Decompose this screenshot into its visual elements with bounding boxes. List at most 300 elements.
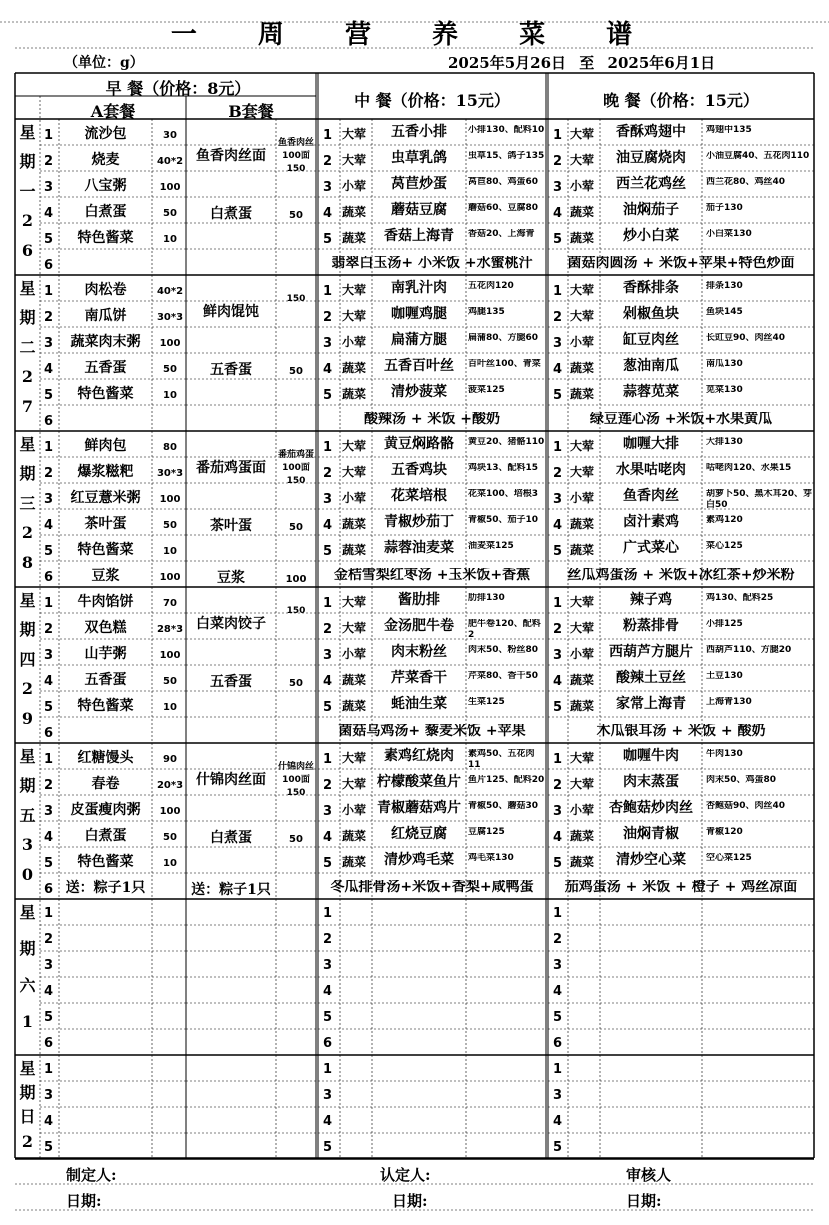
lunch-dish-type: 大荤 — [342, 751, 367, 765]
page-title: 一 周 营 养 菜 谱 — [170, 20, 659, 50]
day-label-char: 0 — [21, 864, 34, 884]
lunch-dish: 五香小排 — [391, 124, 447, 140]
dinner-dish-qty: 菜心125 — [706, 541, 743, 551]
dinner-dish-qty: 小排125 — [706, 619, 743, 629]
lunch-dish-qty: 虫草15、鸽子135 — [468, 151, 545, 161]
lunch-dish-type: 大荤 — [342, 621, 367, 635]
lunch-dish-type: 蔬菜 — [342, 387, 367, 401]
row-number: 4 — [44, 362, 54, 377]
row-number: 2 — [553, 622, 563, 637]
lunch-dish-type: 大荤 — [342, 439, 367, 453]
breakfast-a-item: 牛肉馅饼 — [77, 594, 134, 610]
day-label-char: 三 — [19, 493, 36, 513]
day-label — [15, 437, 40, 584]
day-label-char: 7 — [21, 396, 34, 416]
lunch-dish: 蒜蓉油麦菜 — [384, 540, 454, 556]
row-number: 3 — [553, 1088, 563, 1103]
row-number: 2 — [44, 466, 54, 481]
lunch-dish-qty: 鱼片125、配料20 — [468, 775, 545, 785]
lunch-dish: 五香百叶丝 — [384, 358, 454, 374]
breakfast-a-qty: 28*3 — [156, 625, 184, 635]
dinner-soup-staple: 木瓜银耳汤 + 米饭 + 酸奶 — [596, 724, 766, 738]
day-label-char: 星 — [19, 747, 36, 766]
day-label-char: 四 — [19, 649, 36, 669]
breakfast-b-extra-qty: 100 — [285, 575, 307, 585]
lunch-dish-qty: 油麦菜125 — [468, 541, 514, 551]
row-number: 4 — [323, 362, 333, 377]
dinner-dish-qty: 肉末50、鸡蛋80 — [706, 775, 777, 785]
row-number: 3 — [44, 648, 54, 663]
breakfast-a-item: 爆浆糍粑 — [77, 464, 134, 480]
breakfast-a-qty: 100 — [159, 495, 181, 505]
row-number: 1 — [323, 1062, 333, 1077]
lunch-soup-staple: 翡翠白玉汤+ 小米饭 +水蜜桃汁 — [331, 256, 533, 270]
dinner-dish: 西兰花鸡丝 — [616, 176, 686, 192]
lunch-dish-qty: 青椒50、蘑菇30 — [468, 801, 539, 811]
row-number: 1 — [323, 906, 333, 921]
day-label-char: 期 — [19, 620, 36, 640]
dinner-dish: 剁椒鱼块 — [623, 306, 679, 322]
row-number: 5 — [553, 232, 563, 247]
row-number: 6 — [323, 1036, 333, 1051]
day-label-char: 1 — [21, 1011, 34, 1031]
lunch-dish: 黄豆焖路骼 — [384, 436, 454, 452]
dinner-dish-type: 大荤 — [570, 751, 595, 765]
row-number: 5 — [553, 388, 563, 403]
row-number: 3 — [44, 336, 54, 351]
lunch-dish-type: 大荤 — [342, 127, 367, 141]
day-label — [15, 125, 40, 272]
dinner-dish-type: 蔬菜 — [570, 543, 595, 557]
row-number: 4 — [553, 206, 563, 221]
breakfast-a-item: 五香蛋 — [84, 360, 127, 376]
row-number: 2 — [323, 154, 333, 169]
breakfast-a-qty: 90 — [163, 755, 177, 765]
day-label-char: 2 — [21, 1131, 34, 1151]
row-number: 3 — [323, 492, 333, 507]
row-number: 2 — [553, 778, 563, 793]
dinner-dish-type: 大荤 — [570, 153, 595, 167]
dinner-dish: 油豆腐烧肉 — [616, 150, 686, 166]
breakfast-a-qty: 10 — [163, 859, 177, 869]
dinner-dish-qty: 杏鲍菇90、肉丝40 — [706, 801, 786, 811]
row-number: 1 — [553, 440, 563, 455]
row-number: 4 — [553, 1114, 563, 1129]
breakfast-a-qty: 100 — [159, 339, 181, 349]
breakfast-a-item: 特色酱菜 — [77, 542, 134, 558]
day-label-char: 六 — [19, 975, 36, 995]
row-number: 2 — [323, 622, 333, 637]
breakfast-b-egg-qty: 50 — [289, 679, 303, 689]
day-label — [15, 593, 40, 740]
dinner-dish-type: 小荤 — [570, 647, 595, 661]
dinner-dish-qty: 鸡翅中135 — [706, 125, 752, 135]
row-number: 1 — [553, 906, 563, 921]
lunch-soup-staple: 酸辣汤 + 米饭 +酸奶 — [363, 412, 501, 426]
lunch-dish-qty: 肉末50、粉丝80 — [468, 645, 539, 655]
dinner-dish: 香酥鸡翅中 — [616, 124, 686, 140]
row-number: 2 — [44, 310, 54, 325]
row-number: 3 — [44, 1088, 54, 1103]
breakfast-a-item: 烧麦 — [91, 152, 120, 168]
row-number: 2 — [44, 622, 54, 637]
row-number: 3 — [44, 492, 54, 507]
lunch-dish: 清炒菠菜 — [391, 384, 447, 400]
dinner-dish-qty: 西兰花80、鸡丝40 — [706, 177, 786, 187]
lunch-dish-qty: 鸡块13、配料15 — [468, 463, 539, 473]
breakfast-a-item: 皮蛋瘦肉粥 — [70, 802, 141, 818]
dinner-dish: 杏鲍菇炒肉丝 — [609, 800, 693, 816]
date-separator: 至 — [579, 54, 595, 72]
row-number: 5 — [323, 856, 333, 871]
dinner-dish: 酸辣土豆丝 — [616, 670, 686, 686]
lunch-dish: 红烧豆腐 — [391, 826, 447, 842]
row-number: 2 — [44, 932, 54, 947]
row-number: 1 — [553, 284, 563, 299]
breakfast-a-item: 春卷 — [91, 776, 120, 792]
unit-label: （单位：g） — [64, 55, 144, 71]
day-label — [15, 1061, 40, 1158]
lunch-dish-qty: 五花肉120 — [468, 281, 514, 291]
dinner-dish-type: 大荤 — [570, 621, 595, 635]
reviewer-date-label: 日期: — [626, 1192, 662, 1210]
row-number: 1 — [323, 596, 333, 611]
breakfast-b-main-qty: 150 — [286, 294, 306, 304]
lunch-dish: 咖喱鸡腿 — [391, 306, 447, 322]
dinner-dish-qty: 牛肉130 — [706, 749, 743, 759]
lunch-dish-type: 蔬菜 — [342, 517, 367, 531]
dinner-dish: 油焖青椒 — [623, 826, 679, 842]
breakfast-a-item: 茶叶蛋 — [84, 516, 127, 532]
lunch-dish-qty: 鸡毛菜130 — [468, 853, 514, 863]
row-number: 4 — [553, 984, 563, 999]
lunch-dish-qty: 肋排130 — [468, 593, 505, 603]
breakfast-a-item: 特色酱菜 — [77, 698, 134, 714]
day-label-char: 期 — [19, 308, 36, 328]
lunch-dish: 南乳汁肉 — [391, 280, 447, 296]
lunch-dish-type: 小荤 — [342, 803, 367, 817]
lunch-dish-qty: 莴苣80、鸡蛋60 — [468, 177, 539, 187]
dinner-dish-type: 小荤 — [570, 491, 595, 505]
breakfast-b-main: 鲜肉馄饨 — [203, 304, 259, 320]
lunch-dish-type: 小荤 — [342, 335, 367, 349]
day-label-char: 期 — [19, 939, 36, 959]
breakfast-a-qty: 40*2 — [156, 287, 184, 297]
lunch-dish-qty: 小排130、配料10 — [468, 125, 545, 135]
row-number: 4 — [553, 362, 563, 377]
dinner-dish-qty: 西葫芦110、方腿20 — [706, 645, 792, 655]
row-number: 5 — [44, 1010, 54, 1025]
day-label-char: 2 — [21, 211, 34, 231]
lunch-dish-type: 小荤 — [342, 491, 367, 505]
dinner-dish-type: 蔬菜 — [570, 387, 595, 401]
row-number: 4 — [553, 518, 563, 533]
dinner-dish: 鱼香肉丝 — [623, 488, 679, 504]
dinner-dish: 粉蒸排骨 — [623, 618, 679, 634]
lunch-dish-qty: 香菇20、上海青 — [468, 229, 535, 239]
dinner-dish: 咖喱牛肉 — [623, 748, 679, 764]
row-number: 2 — [553, 932, 563, 947]
row-number: 5 — [44, 388, 54, 403]
breakfast-b-main: 番茄鸡蛋面 — [196, 460, 266, 476]
dinner-dish: 辣子鸡 — [630, 592, 672, 608]
breakfast-a-item: 豆浆 — [91, 568, 120, 584]
row-number: 6 — [44, 258, 54, 273]
day-label — [15, 905, 40, 1050]
row-number: 2 — [323, 466, 333, 481]
row-number: 3 — [44, 804, 54, 819]
row-number: 1 — [323, 752, 333, 767]
dinner-dish-qty: 排条130 — [706, 281, 743, 291]
lunch-dish: 清炒鸡毛菜 — [384, 852, 454, 868]
row-number: 1 — [323, 440, 333, 455]
row-number: 1 — [44, 906, 54, 921]
row-number: 4 — [323, 1114, 333, 1129]
dinner-dish: 清炒空心菜 — [616, 852, 686, 868]
breakfast-a-qty: 10 — [163, 547, 177, 557]
row-number: 6 — [44, 1036, 54, 1051]
row-number: 1 — [44, 128, 54, 143]
breakfast-b-extra: 送：粽子1只 — [191, 882, 271, 898]
row-number: 1 — [44, 284, 54, 299]
lunch-dish: 扁蒲方腿 — [391, 332, 447, 348]
day-label-char: 星 — [19, 435, 36, 454]
breakfast-b-main: 白菜肉饺子 — [196, 616, 266, 632]
lunch-dish: 青椒蘑菇鸡片 — [377, 800, 461, 816]
day-label-char: 星 — [19, 123, 36, 142]
row-number: 5 — [553, 856, 563, 871]
breakfast-a-qty: 50 — [163, 365, 177, 375]
dinner-dish-type: 小荤 — [570, 803, 595, 817]
row-number: 5 — [553, 1010, 563, 1025]
row-number: 1 — [553, 128, 563, 143]
dinner-dish-qty: 茄子130 — [706, 203, 743, 213]
dinner-dish: 缸豆肉丝 — [623, 332, 679, 348]
row-number: 5 — [44, 856, 54, 871]
row-number: 5 — [553, 544, 563, 559]
breakfast-a-item: 山芋粥 — [84, 646, 127, 662]
breakfast-a-item: 送：粽子1只 — [65, 880, 146, 896]
row-number: 1 — [44, 752, 54, 767]
row-number: 3 — [323, 648, 333, 663]
lunch-dish-qty: 扁蒲80、方腿60 — [468, 333, 539, 343]
lunch-dish-qty: 肥牛卷120、配料2 — [468, 619, 541, 640]
lunch-dish: 芹菜香干 — [391, 670, 447, 686]
row-number: 5 — [44, 544, 54, 559]
lunch-dish-type: 蔬菜 — [342, 829, 367, 843]
dinner-soup-staple: 茄鸡蛋汤 + 米饭 + 橙子 + 鸡丝凉面 — [564, 880, 798, 894]
approver-date-label: 日期: — [392, 1192, 428, 1210]
breakfast-a-qty: 50 — [163, 833, 177, 843]
breakfast-b-egg-qty: 50 — [289, 835, 303, 845]
row-number: 1 — [323, 128, 333, 143]
dinner-dish-qty: 土豆130 — [706, 671, 743, 681]
dinner-dish: 肉末蒸蛋 — [623, 774, 679, 790]
lunch-soup-staple: 冬瓜排骨汤+米饭+香梨+咸鸭蛋 — [330, 880, 534, 894]
set-a-header: A套餐 — [90, 102, 136, 121]
breakfast-b-main-qty: 什锦肉丝100面150 — [278, 762, 314, 798]
breakfast-a-qty: 30*3 — [156, 469, 184, 479]
dinner-dish: 广式菜心 — [623, 540, 679, 556]
dinner-dish-qty: 小白菜130 — [706, 229, 752, 239]
row-number: 1 — [44, 440, 54, 455]
row-number: 4 — [323, 830, 333, 845]
row-number: 4 — [553, 674, 563, 689]
row-number: 5 — [323, 232, 333, 247]
dinner-header: 晚 餐（价格：15元） — [603, 91, 759, 110]
breakfast-b-extra: 豆浆 — [217, 570, 245, 586]
day-label-char: 2 — [21, 367, 34, 387]
lunch-dish: 五香鸡块 — [391, 462, 447, 478]
row-number: 3 — [323, 1088, 333, 1103]
row-number: 3 — [323, 958, 333, 973]
row-number: 3 — [323, 804, 333, 819]
dinner-dish-qty: 上海青130 — [706, 697, 752, 707]
breakfast-a-item: 双色糕 — [84, 620, 127, 636]
dinner-dish: 香酥排条 — [623, 280, 679, 296]
row-number: 3 — [323, 180, 333, 195]
row-number: 3 — [323, 336, 333, 351]
lunch-dish-type: 蔬菜 — [342, 855, 367, 869]
lunch-dish-qty: 豆腐125 — [468, 827, 505, 837]
dinner-dish-type: 蔬菜 — [570, 699, 595, 713]
lunch-dish: 花菜培根 — [391, 488, 447, 504]
lunch-dish-qty: 花菜100、培根3 — [468, 489, 539, 499]
dinner-dish-type: 蔬菜 — [570, 205, 595, 219]
lunch-dish-qty: 黄豆20、猪骼110 — [468, 437, 545, 447]
dinner-soup-staple: 丝瓜鸡蛋汤 + 米饭+冰红茶+炒米粉 — [567, 568, 795, 582]
dinner-dish-type: 大荤 — [570, 439, 595, 453]
row-number: 1 — [553, 596, 563, 611]
row-number: 3 — [553, 804, 563, 819]
lunch-dish-type: 大荤 — [342, 465, 367, 479]
lunch-dish-qty: 青椒50、茄子10 — [468, 515, 539, 525]
breakfast-a-qty: 100 — [159, 651, 181, 661]
breakfast-a-item: 肉松卷 — [84, 282, 127, 298]
row-number: 6 — [44, 726, 54, 741]
day-label-char: 期 — [19, 1083, 36, 1103]
day-label-char: 二 — [19, 337, 36, 357]
row-number: 5 — [323, 1140, 333, 1155]
breakfast-b-main-qty: 150 — [286, 606, 306, 616]
breakfast-a-item: 五香蛋 — [84, 672, 127, 688]
breakfast-a-qty: 50 — [163, 677, 177, 687]
dinner-dish-type: 蔬菜 — [570, 829, 595, 843]
breakfast-a-qty: 10 — [163, 703, 177, 713]
lunch-soup-staple: 金桔雪梨红枣汤 +玉米饭+香蕉 — [333, 568, 531, 582]
lunch-dish-type: 蔬菜 — [342, 543, 367, 557]
row-number: 4 — [44, 206, 54, 221]
row-number: 1 — [323, 284, 333, 299]
dinner-dish: 炒小白菜 — [623, 228, 679, 244]
row-number: 4 — [44, 674, 54, 689]
lunch-dish-type: 大荤 — [342, 309, 367, 323]
dinner-dish: 水果咕咾肉 — [616, 462, 686, 478]
breakfast-a-qty: 10 — [163, 235, 177, 245]
row-number: 5 — [44, 232, 54, 247]
lunch-dish-type: 蔬菜 — [342, 231, 367, 245]
row-number: 1 — [44, 596, 54, 611]
dinner-dish-type: 蔬菜 — [570, 855, 595, 869]
dinner-soup-staple: 绿豆莲心汤 +米饭+水果黄瓜 — [589, 412, 773, 426]
day-label-char: 2 — [21, 523, 34, 543]
dinner-dish: 咖喱大排 — [623, 436, 679, 452]
dinner-dish-qty: 南瓜130 — [706, 359, 743, 369]
day-label-char: 6 — [21, 240, 34, 260]
dinner-dish-qty: 鸡130、配料25 — [706, 593, 774, 603]
dinner-dish-type: 小荤 — [570, 179, 595, 193]
row-number: 2 — [323, 778, 333, 793]
lunch-dish-qty: 百叶丝100、青菜 — [468, 359, 541, 369]
breakfast-b-egg-qty: 50 — [289, 211, 303, 221]
breakfast-a-qty: 20*3 — [156, 781, 184, 791]
lunch-soup-staple: 菌菇乌鸡汤+ 藜麦米饭 +苹果 — [338, 724, 526, 738]
breakfast-a-item: 红豆薏米粥 — [70, 490, 141, 506]
dinner-dish-type: 蔬菜 — [570, 673, 595, 687]
day-label-char: 期 — [19, 152, 36, 172]
dinner-dish-qty: 长豇豆90、肉丝40 — [706, 333, 786, 343]
breakfast-a-qty: 100 — [159, 807, 181, 817]
set-b-header: B套餐 — [228, 102, 274, 121]
day-label — [15, 749, 40, 896]
row-number: 4 — [323, 674, 333, 689]
approver-label: 认定人: — [380, 1166, 431, 1184]
row-number: 6 — [553, 1036, 563, 1051]
row-number: 3 — [553, 180, 563, 195]
breakfast-a-item: 特色酱菜 — [77, 386, 134, 402]
row-number: 5 — [44, 700, 54, 715]
breakfast-a-qty: 50 — [163, 209, 177, 219]
dinner-dish-qty: 苋菜130 — [706, 385, 743, 395]
dinner-dish-qty: 咕咾肉120、水果15 — [706, 463, 792, 473]
breakfast-a-qty: 40*2 — [156, 157, 184, 167]
lunch-dish: 蘑菇豆腐 — [391, 202, 447, 218]
lunch-dish: 柠檬酸菜鱼片 — [377, 774, 461, 790]
breakfast-b-egg: 五香蛋 — [210, 362, 252, 378]
breakfast-b-egg: 白煮蛋 — [210, 830, 252, 846]
row-number: 4 — [323, 206, 333, 221]
row-number: 4 — [44, 518, 54, 533]
row-number: 4 — [44, 1114, 54, 1129]
row-number: 5 — [323, 544, 333, 559]
breakfast-a-item: 南瓜饼 — [84, 308, 127, 324]
row-number: 2 — [323, 932, 333, 947]
breakfast-a-item: 特色酱菜 — [77, 854, 134, 870]
lunch-dish: 蚝油生菜 — [391, 696, 447, 712]
row-number: 6 — [44, 882, 54, 897]
breakfast-a-item: 白煮蛋 — [84, 828, 127, 844]
dinner-dish-type: 大荤 — [570, 309, 595, 323]
dinner-dish: 家常上海青 — [616, 696, 686, 712]
dinner-dish-qty: 素鸡120 — [706, 515, 743, 525]
breakfast-a-item: 八宝粥 — [84, 178, 127, 194]
lunch-header: 中 餐（价格：15元） — [354, 91, 510, 110]
day-label-char: 一 — [19, 181, 36, 201]
lunch-dish-qty: 素鸡50、五花肉11 — [468, 749, 535, 770]
row-number: 4 — [323, 984, 333, 999]
dinner-dish-qty: 小油豆腐40、五花肉110 — [706, 151, 810, 161]
lunch-dish: 青椒炒茄丁 — [384, 514, 454, 530]
dinner-soup-staple: 菌菇肉圆汤 + 米饭+苹果+特色炒面 — [567, 256, 795, 270]
row-number: 3 — [553, 336, 563, 351]
dinner-dish-qty: 胡萝卜50、黑木耳20、芽白50 — [706, 489, 813, 510]
row-number: 3 — [553, 958, 563, 973]
breakfast-a-item: 流沙包 — [84, 126, 127, 142]
lunch-dish-type: 大荤 — [342, 595, 367, 609]
breakfast-a-qty: 50 — [163, 521, 177, 531]
lunch-dish-qty: 菠菜125 — [468, 385, 505, 395]
dinner-dish-type: 大荤 — [570, 283, 595, 297]
